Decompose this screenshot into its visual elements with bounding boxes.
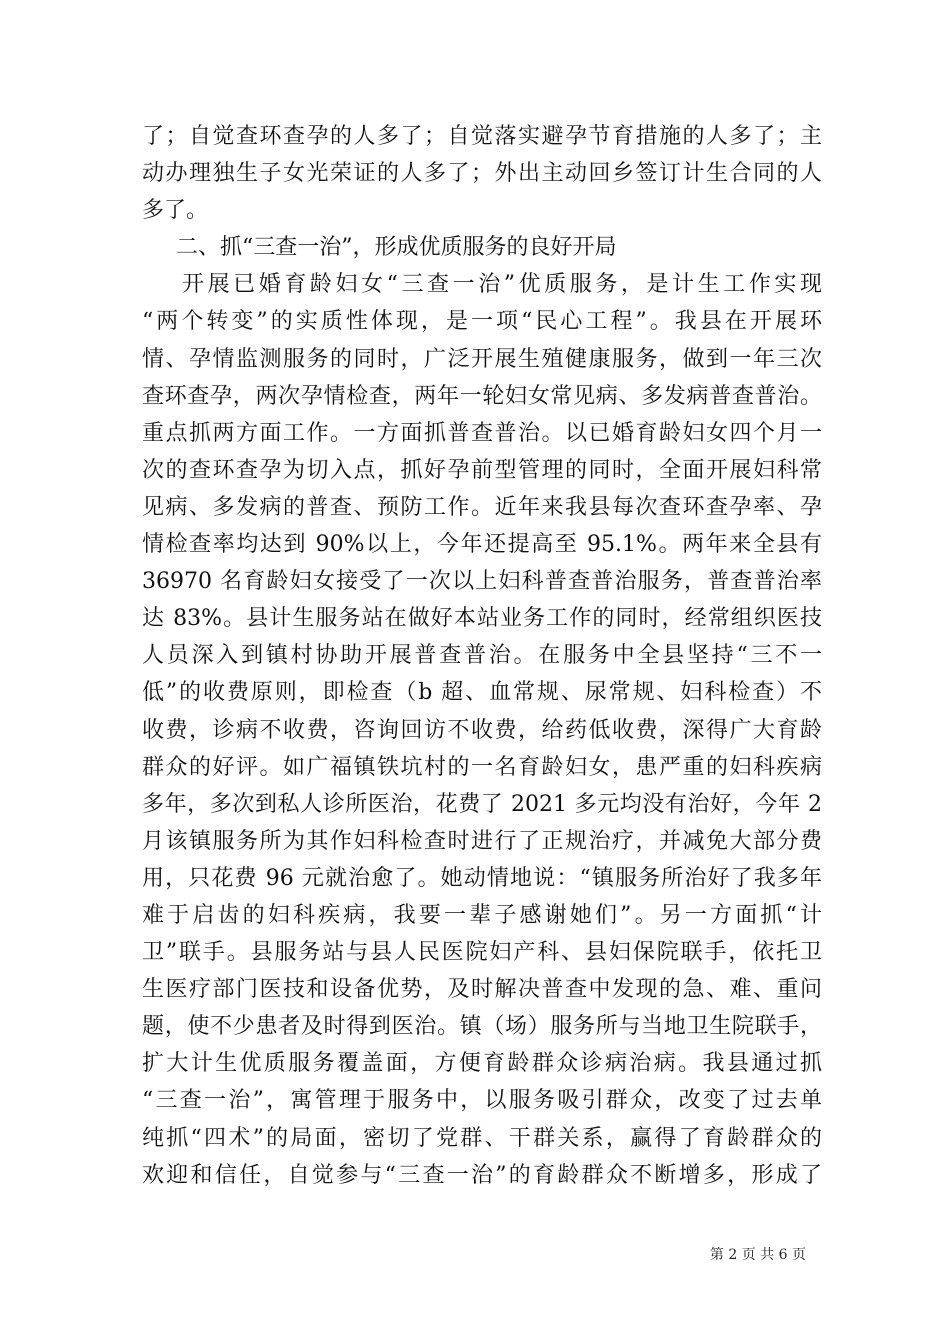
paragraph-line: 题，使不少患者及时得到医治。镇（场）服务所与当地卫生院联手， bbox=[142, 1014, 822, 1040]
paragraph-line: 多了。 bbox=[142, 198, 209, 224]
section-heading: 二、抓“三查一治”，形成优质服务的良好开局 bbox=[176, 235, 617, 261]
paragraph-line: 收费，诊病不收费，咨询回访不收费，给药低收费，深得广大育龄 bbox=[142, 717, 822, 743]
paragraph-line: 情检查率均达到 90%以上，今年还提高至 95.1%。两年来全县有 bbox=[142, 532, 822, 558]
paragraph-line: 重点抓两方面工作。一方面抓普查普治。以已婚育龄妇女四个月一 bbox=[142, 420, 822, 446]
paragraph-line: 卫”联手。县服务站与县人民医院妇产科、县妇保院联手，依托卫 bbox=[142, 940, 822, 966]
paragraph-line: 情、孕情监测服务的同时，广泛开展生殖健康服务，做到一年三次 bbox=[142, 346, 822, 372]
paragraph-line: 人员深入到镇村协助开展普查普治。在服务中全县坚持“三不一 bbox=[142, 643, 822, 669]
paragraph-line: 36970 名育龄妇女接受了一次以上妇科普查普治服务，普查普治率 bbox=[142, 569, 822, 595]
paragraph-line: 查环查孕，两次孕情检查，两年一轮妇女常见病、多发病普查普治。 bbox=[142, 383, 822, 409]
paragraph-line: “三查一治”，寓管理于服务中，以服务吸引群众，改变了过去单 bbox=[142, 1088, 822, 1114]
page-number: 第 2 页 共 6 页 bbox=[709, 1247, 806, 1263]
paragraph-line: 低”的收费原则，即检查（b 超、血常规、尿常规、妇科检查）不 bbox=[142, 680, 822, 706]
paragraph-line: “两个转变”的实质性体现，是一项“民心工程”。我县在开展环 bbox=[142, 309, 822, 335]
paragraph-line: 了；自觉查环查孕的人多了；自觉落实避孕节育措施的人多了；主 bbox=[142, 124, 822, 149]
paragraph-line: 扩大计生优质服务覆盖面，方便育龄群众诊病治病。我县通过抓 bbox=[142, 1051, 822, 1077]
document-body bbox=[142, 118, 822, 1194]
paragraph-line: 次的查环查孕为切入点，抓好孕前型管理的同时，全面开展妇科常 bbox=[142, 457, 822, 483]
paragraph-line: 用，只花费 96 元就治愈了。她动情地说：“镇服务所治好了我多年 bbox=[142, 865, 822, 891]
paragraph-line: 群众的好评。如广福镇铁坑村的一名育龄妇女，患严重的妇科疾病 bbox=[142, 754, 822, 780]
paragraph-line: 生医疗部门医技和设备优势，及时解决普查中发现的急、难、重问 bbox=[142, 977, 822, 1003]
paragraph-line: 难于启齿的妇科疾病，我要一辈子感谢她们”。另一方面抓“计 bbox=[142, 902, 822, 928]
paragraph-line: 达 83%。县计生服务站在做好本站业务工作的同时，经常组织医技 bbox=[142, 606, 822, 632]
paragraph-line: 多年，多次到私人诊所医治，花费了 2021 多元均没有治好，今年 2 bbox=[142, 791, 822, 817]
paragraph-line: 见病、多发病的普查、预防工作。近年来我县每次查环查孕率、孕 bbox=[142, 494, 822, 520]
paragraph-line: 欢迎和信任，自觉参与“三查一治”的育龄群众不断增多，形成了 bbox=[142, 1162, 822, 1188]
paragraph-line: 月该镇服务所为其作妇科检查时进行了正规治疗，并减免大部分费 bbox=[142, 828, 822, 854]
paragraph-line: 开展已婚育龄妇女“三查一治”优质服务，是计生工作实现 bbox=[182, 272, 822, 298]
paragraph-line: 动办理独生子女光荣证的人多了；外出主动回乡签订计生合同的人 bbox=[142, 161, 822, 187]
paragraph-line: 纯抓“四术”的局面，密切了党群、干群关系，赢得了育龄群众的 bbox=[142, 1125, 822, 1151]
